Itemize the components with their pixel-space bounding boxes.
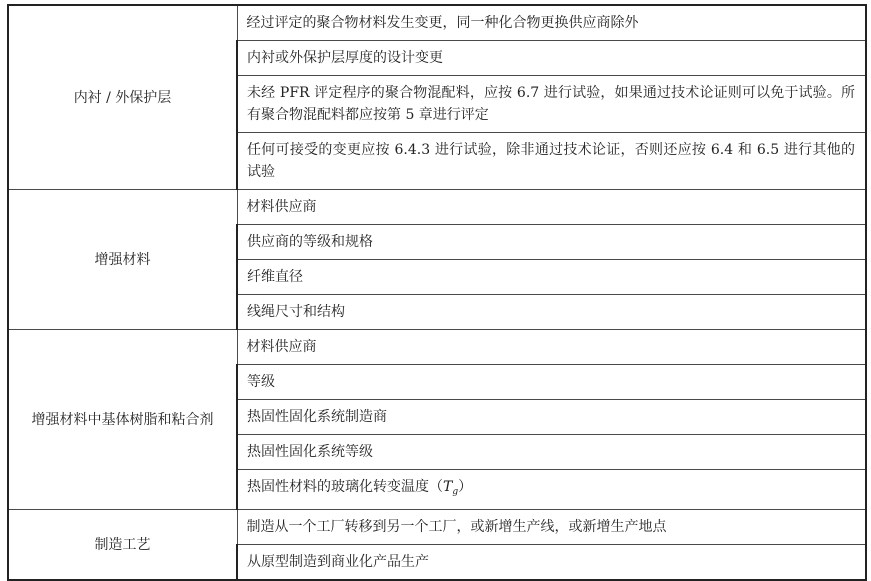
spec-table-container bbox=[7, 4, 865, 581]
table-row bbox=[8, 5, 866, 41]
category-label: 增强材料 bbox=[94, 251, 151, 268]
item-cell bbox=[237, 295, 866, 330]
item-cell bbox=[237, 41, 866, 76]
tg-close-paren: ） bbox=[458, 479, 473, 495]
item-text: 热固性固化系统等级 bbox=[247, 444, 373, 460]
item-text: 经过评定的聚合物材料发生变更，同一种化合物更换供应商除外 bbox=[246, 15, 639, 31]
item-cell bbox=[237, 330, 866, 365]
item-text: 材料供应商 bbox=[246, 199, 317, 215]
tg-subscript: g bbox=[452, 487, 459, 497]
category-label: 增强材料中基体树脂和粘合剂 bbox=[31, 411, 214, 428]
item-cell bbox=[237, 365, 866, 400]
category-cell-reinforcement bbox=[8, 190, 237, 330]
item-cell bbox=[237, 225, 866, 260]
category-label: 内衬 / 外保护层 bbox=[73, 89, 172, 106]
category-label: 制造工艺 bbox=[94, 536, 151, 553]
table-row bbox=[8, 190, 866, 225]
item-text: 制造从一个工厂转移到另一个工厂，或新增生产线，或新增生产地点 bbox=[246, 519, 667, 535]
item-text: 热固性固化系统制造商 bbox=[247, 409, 387, 425]
item-text: 内衬或外保护层厚度的设计变更 bbox=[247, 50, 443, 66]
item-text: 纤维直径 bbox=[247, 269, 303, 285]
category-cell-manufacturing bbox=[8, 510, 237, 581]
item-cell bbox=[237, 190, 866, 225]
item-cell bbox=[237, 5, 866, 41]
change-requirements-table bbox=[7, 4, 867, 581]
item-cell bbox=[237, 260, 866, 295]
item-text: 热固性材料的玻璃化转变温度（ bbox=[247, 479, 443, 495]
item-text: 材料供应商 bbox=[246, 339, 317, 355]
tg-symbol: T bbox=[443, 479, 453, 495]
item-text: 供应商的等级和规格 bbox=[247, 234, 373, 250]
item-cell bbox=[237, 510, 866, 545]
item-cell bbox=[237, 435, 866, 470]
item-cell bbox=[237, 400, 866, 435]
item-text: 任何可接受的变更应按 6.4.3 进行试验，除非通过技术论证，否则还应按 6.4 和 6.5 进行其他的试验 bbox=[247, 142, 855, 180]
item-text: 等级 bbox=[247, 374, 275, 390]
item-text: 从原型制造到商业化产品生产 bbox=[247, 554, 429, 570]
item-cell bbox=[237, 76, 866, 133]
table-row bbox=[8, 510, 866, 545]
table-row bbox=[8, 330, 866, 365]
item-text: 未经 PFR 评定程序的聚合物混配料，应按 6.7 进行试验，如果通过技术论证则可以免于试验。所有聚合物混配料都应按第 5 章进行评定 bbox=[247, 85, 855, 123]
category-cell-liner bbox=[8, 5, 237, 190]
item-cell bbox=[237, 470, 866, 510]
item-text: 线绳尺寸和结构 bbox=[247, 304, 345, 320]
item-cell bbox=[237, 133, 866, 190]
category-cell-matrix-resin bbox=[8, 330, 237, 510]
item-cell bbox=[237, 545, 866, 581]
